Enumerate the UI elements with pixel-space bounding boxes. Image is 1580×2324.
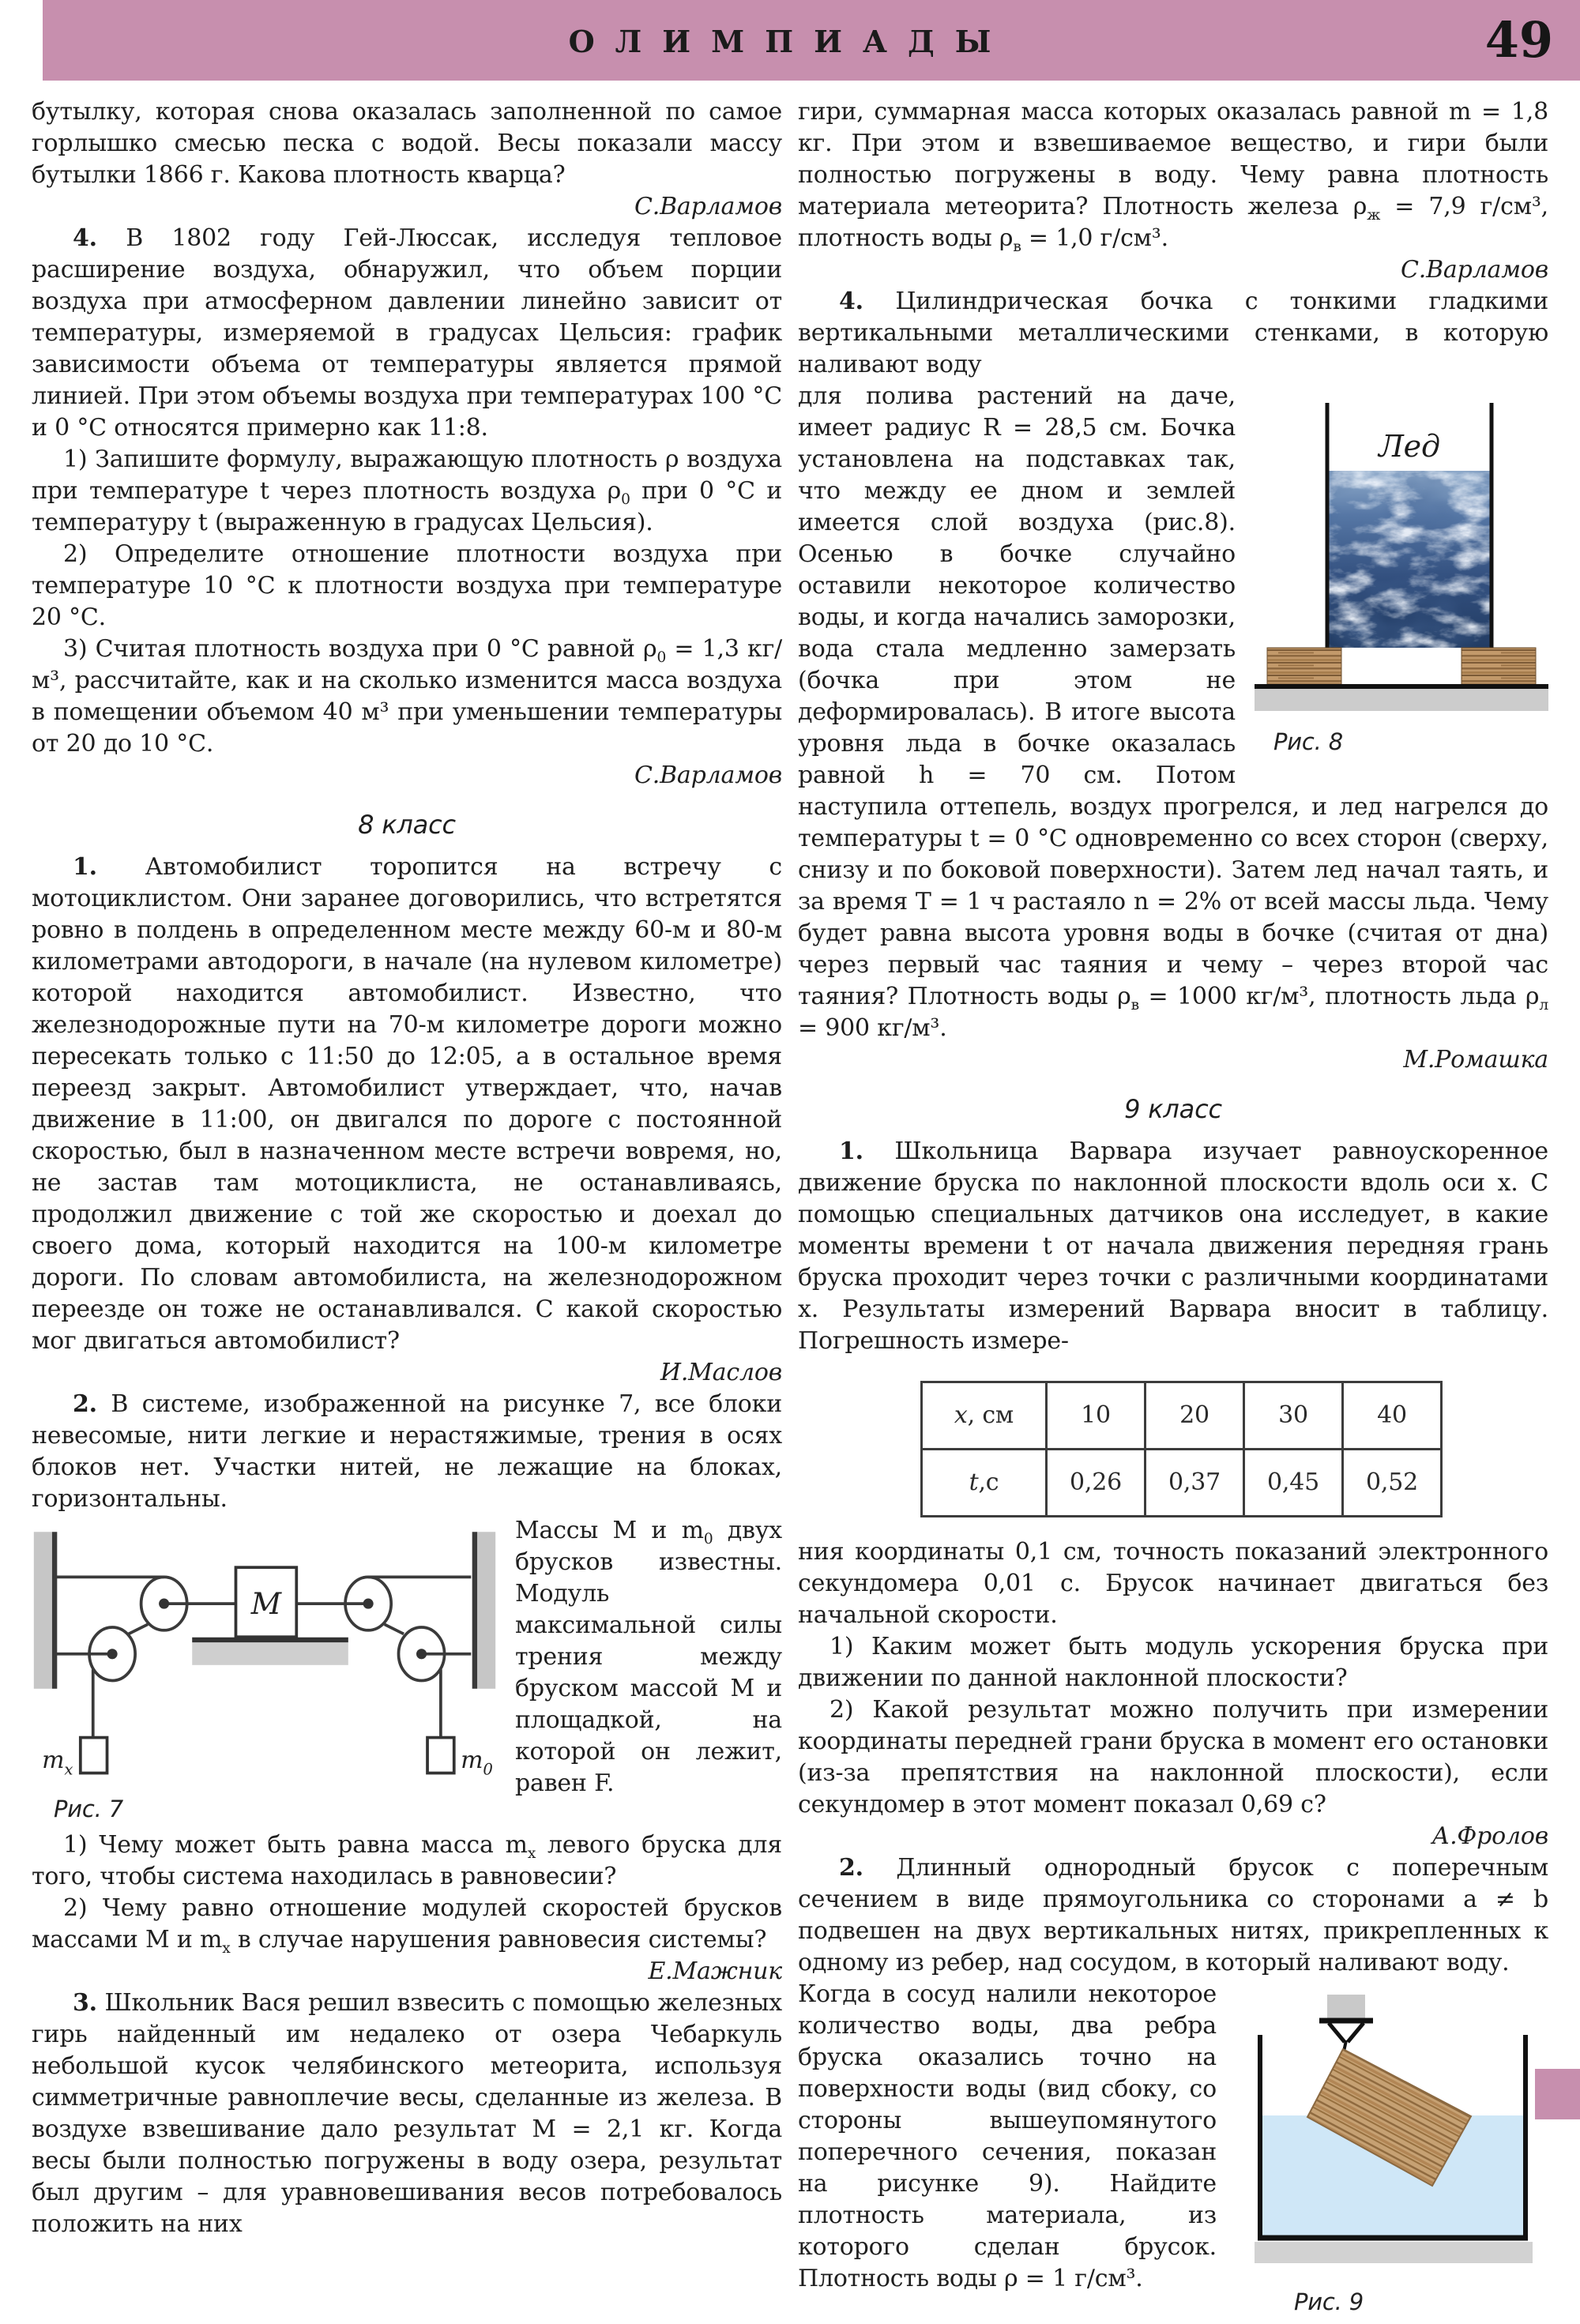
task4-question-2 (32, 539, 782, 634)
text-run: в случае нарушения равновесия системы? (230, 1926, 767, 1954)
text-run: В системе, изображенной на рисунке 7, все блоки невесомые, нити легкие и нерастяжимые, трения в осях блоков нет. Участки нитей, не лежащие на блоках, горизонтальны. (32, 1390, 782, 1513)
variable-x: x (954, 1401, 968, 1429)
text-run: = 900 кг/м³. (798, 1014, 947, 1042)
block-M-label: M (250, 1586, 281, 1622)
task-number: 3. (73, 1989, 97, 2018)
subscript: x (222, 1940, 231, 1957)
figure-9 (1232, 1985, 1548, 2318)
task4-question-3 (32, 634, 782, 760)
author-signature: С.Варламов (1400, 256, 1548, 284)
right-column (798, 96, 1548, 2324)
text-run: 3) Считая плотность воздуха при 0 °С равной ρ (63, 635, 657, 663)
task1-continuation-paragraph (798, 1536, 1548, 1631)
figure-9-caption: Рис. 9 (1294, 2288, 1364, 2315)
task3-paragraph (32, 1987, 782, 2240)
wall-left (34, 1532, 51, 1689)
figure-7-caption: Рис. 7 (54, 1796, 123, 1823)
platform (192, 1643, 348, 1665)
text-run: 1) Каким может быть модуль ускорения бруска при движении по данной наклонной плоскости? (798, 1633, 1548, 1692)
task-number: 2. (839, 1854, 863, 1882)
text-run: = 1,0 г/см³. (1021, 224, 1168, 252)
ice-label: Лед (1379, 429, 1440, 464)
figure-7 (32, 1523, 498, 1825)
text-run: = 7,9 г/см³, плотность воды ρ (798, 193, 1548, 252)
unit-label: ,с (978, 1468, 999, 1496)
hanger-strut-left (1329, 2023, 1345, 2042)
subscript: в (1130, 997, 1139, 1013)
table-cell: 0,45 (1244, 1450, 1343, 1517)
task-number: 1. (839, 1138, 863, 1165)
text-run: Школьница Варвара изучает равноускоренное движение бруска по наклонной плоскости вдоль оси x. С помощью специальных датчиков она исследует, в какие моменты времени t от начала движения передняя грань бруска проходит через точки с различными координатами x. Результаты измерений Варвара вносит в таблицу. Погрешность измере- (798, 1138, 1548, 1355)
task4-question-1 (32, 444, 782, 539)
figure-8 (1255, 385, 1548, 758)
subscript: 0 (656, 649, 667, 666)
text-run: ния координаты 0,1 см, точность показаний электронного секундомера 0,01 с. Брусок начинает двигаться без начальной скорости. (798, 1538, 1548, 1629)
figure-8-caption: Рис. 8 (1273, 728, 1343, 755)
variable-t: t (969, 1468, 979, 1496)
page-number: 49 (1484, 11, 1553, 69)
author-signature: И.Маслов (660, 1359, 782, 1386)
task2-block-paragraph-start (798, 1852, 1548, 1979)
text-run: двух брусков известны. Модуль максимальной силы трения между бруском массой M и площадкой, на которой он лежит, равен F. (515, 1517, 783, 1797)
figure-7-svg (32, 1523, 498, 1778)
task4-barrel-paragraph-start (798, 286, 1548, 381)
task1-question-1 (798, 1631, 1548, 1694)
text-run: Автомобилист торопится на встречу с мотоциклистом. Они заранее договорились, что встретятся ровно в полдень в определенном месте между 60-м и 80-м километрами автодороги, в начале (на нулевом километре) которой находится автомобилист. Известно, что железнодорожные пути на 70-м километре дороги можно пересекать только с 11:50 до 12:05, а в остальное время переезд закрыт. Автомобилист утверждает, что, начав движение в 11:00, он двигался по дороге с постоянной скоростью, был в назначенном месте встречи вовремя, но, не застав там мотоциклиста, не останавливаясь, продолжил движение с той же скоростью и доехал до своего дома, который находится на 100-м километре дороги. По словам автомобилиста, на железнодорожном переезде он тоже не останавливался. С какой скоростью мог двигаться автомобилист? (32, 853, 782, 1355)
ice-texture-veins (1330, 471, 1490, 648)
wood-support-left (1267, 648, 1341, 684)
task4-paragraph (32, 223, 782, 444)
table-cell: 20 (1146, 1382, 1244, 1450)
hanger-support (1327, 1995, 1365, 2018)
table-row-t (922, 1450, 1442, 1517)
table-row-x (922, 1382, 1442, 1450)
text-run: В 1802 году Гей-Люссак, исследуя тепловое расширение воздуха, обнаружил, что объем порции воздуха при атмосферном давлении линейно зависит от температуры, измеряемой в градусах Цельсия: график зависимости объема от температуры является прямой линией. При этом объемы воздуха при температурах 100 °С и 0 °С относятся примерно как 11:8. (32, 224, 782, 442)
text-run: при 0 °С и температуру t (выраженную в градусах Цельсия). (32, 477, 782, 536)
text-run: гири, суммарная масса которых оказалась равной m = 1,8 кг. При этом и взвешиваемое вещество, и гири были полностью погружены в воду. Чему равна плотность материала метеорита? Плотность железа ρ (798, 98, 1548, 220)
meteorite-continuation-paragraph (798, 96, 1548, 254)
left-column (32, 96, 782, 2240)
grade-9-heading: 9 класс (1124, 1094, 1222, 1124)
text-run: 2) Определите отношение плотности воздуха при температуре 10 °С к плотности воздуха при температуре 20 °С. (32, 540, 782, 631)
task1-question-2 (798, 1694, 1548, 1821)
text-run: для полива растений на даче, имеет радиус R = 28,5 см. Бочка установлена на подставках так, что между ее дном и землей имеется слой воздуха (рис.8). Осенью в бочке случайно оставили некоторое количество воды, и когда начались заморозки, вода стала медленно замерзать (бочка при этом не деформировалась). В итоге высота уровня льда в бочке оказалась равной h = 70 см. Потом наступила оттепель, воздух прогрелся, и лед нагрелся до температуры t = 0 °С одновременно со всех сторон (сверху, снизу и по боковой поверхности). Затем лед начал таять, и за время T = 1 ч растаяло n = 2% от всей массы льда. Чему будет равна высота уровня воды в бочке (считая от дна) через первый час таяния и чему – через второй час таяния? Плотность воды ρ (798, 382, 1548, 1010)
task-number: 4. (73, 224, 97, 252)
text-run: 1) Запишите формулу, выражающую плотность ρ воздуха при температуре t через плотность воздуха ρ (32, 446, 782, 505)
hanger-strut-right (1348, 2023, 1364, 2042)
task2-paragraph-start (32, 1389, 782, 1515)
axle-dot (363, 1599, 374, 1609)
author-signature: Е.Мажник (648, 1957, 782, 1986)
table-header-cell (922, 1382, 1047, 1450)
subscript: л (1539, 997, 1548, 1013)
ground-strip (1255, 689, 1548, 711)
subscript: ж (1367, 207, 1381, 224)
text-run: 1) Чему может быть равна масса m (63, 1831, 528, 1860)
wall-right (478, 1532, 495, 1689)
task1-paragraph (32, 852, 782, 1357)
task2-question-1 (32, 1829, 782, 1893)
table-cell: 30 (1244, 1382, 1343, 1450)
task-number: 4. (839, 288, 863, 315)
axle-dot (107, 1649, 118, 1659)
author-signature: С.Варламов (634, 762, 782, 789)
text-run: левого бруска для того, чтобы система находилась в равновесии? (32, 1831, 782, 1891)
subscript: 0 (621, 491, 630, 508)
text-run: бутылку, которая снова оказалась заполненной по самое горлышко смесью песка с водой. Весы показали массу бутылки 1866 г. Какова плотность кварца? (32, 98, 782, 189)
unit-label: , см (967, 1401, 1014, 1429)
axle-dot (159, 1599, 169, 1609)
rope-diagonal-left (129, 1624, 148, 1634)
grade-8-heading: 8 класс (358, 810, 456, 840)
table-cell: 10 (1047, 1382, 1146, 1450)
subscript: x (527, 1845, 536, 1863)
subscript: в (1013, 239, 1021, 255)
author-signature: А.Фролов (1431, 1822, 1548, 1850)
rope-diagonal-right (385, 1624, 404, 1634)
subscript: 0 (703, 1531, 713, 1547)
ground-strip (1255, 2242, 1533, 2263)
author-signature: М.Ромашка (1403, 1046, 1548, 1074)
table-cell: 0,52 (1343, 1450, 1442, 1517)
task1-varvara-paragraph (798, 1136, 1548, 1357)
mass-m0-label: $m_0$ (461, 1746, 493, 1779)
mass-mx-box (81, 1738, 107, 1773)
task-number: 1. (73, 853, 97, 881)
text-run: Массы M и m (515, 1517, 704, 1544)
wood-support-right (1462, 648, 1536, 684)
mass-m0-box (427, 1738, 454, 1773)
figure-9-svg (1232, 1985, 1548, 2271)
figure-8-svg (1255, 385, 1548, 711)
text-run: = 1000 кг/м³, плотность льда ρ (1138, 983, 1540, 1010)
text-run: Когда в сосуд налили некоторое количество воды, два ребра бруска оказались точно на поверхности воды (вид сбоку, со стороны вышеупомянутого поперечного сечения, показан на рисунке 9). Найдите плотность материала, из которого сделан брусок. Плотность воды ρ = 1 г/см³. (798, 1980, 1217, 2292)
table-cell: 0,26 (1047, 1450, 1146, 1517)
text-run: Школьник Вася решил взвесить с помощью железных гирь найденный им недалеко от озера Чебаркуль небольшой кусок челябинского метеорита, используя симметричные равноплечие весы, сделанные из железа. В воздухе взвешивание дало результат M = 2,1 кг. Когда весы были полностью погружены в воду озера, результат был другим – для уравновешивания весов потребовалось положить на них (32, 1989, 782, 2239)
text-run: Цилиндрическая бочка с тонкими гладкими вертикальными металлическими стенками, в которую наливают воду (798, 288, 1548, 378)
text-run: 2) Какой результат можно получить при измерении координаты передней грани бруска в момент его остановки (из-за препятствия на наклонной плоскости), если секундомер в этот момент показал 0,69 с? (798, 1696, 1548, 1818)
table-header-cell (922, 1450, 1047, 1517)
table-cell: 0,37 (1146, 1450, 1244, 1517)
intro-continuation-paragraph (32, 96, 782, 191)
author-signature: С.Варламов (634, 193, 782, 220)
task-number: 2. (73, 1390, 97, 1418)
text-run: = 1,3 кг/м³, рассчитайте, как и на сколько изменится масса воздуха в помещении объемом 40 м³ при уменьшении температуры от 20 до 10 °С. (32, 635, 782, 758)
mass-mx-label: $m_x$ (42, 1746, 73, 1779)
measurement-table (920, 1381, 1443, 1517)
task2-question-2 (32, 1893, 782, 1956)
table-cell: 40 (1343, 1382, 1442, 1450)
axle-dot (416, 1649, 427, 1659)
text-run: Длинный однородный брусок с поперечным сечением в виде прямоугольника со сторонами a ≠ b подвешен на двух вертикальных нитях, прикрепленных к одному из ребер, над сосудом, в который наливают воду. (798, 1854, 1548, 1976)
text-run: 2) Чему равно отношение модулей скоростей брусков массами M и m (32, 1894, 782, 1954)
page-title: ОЛИМПИАДЫ (568, 24, 1012, 59)
